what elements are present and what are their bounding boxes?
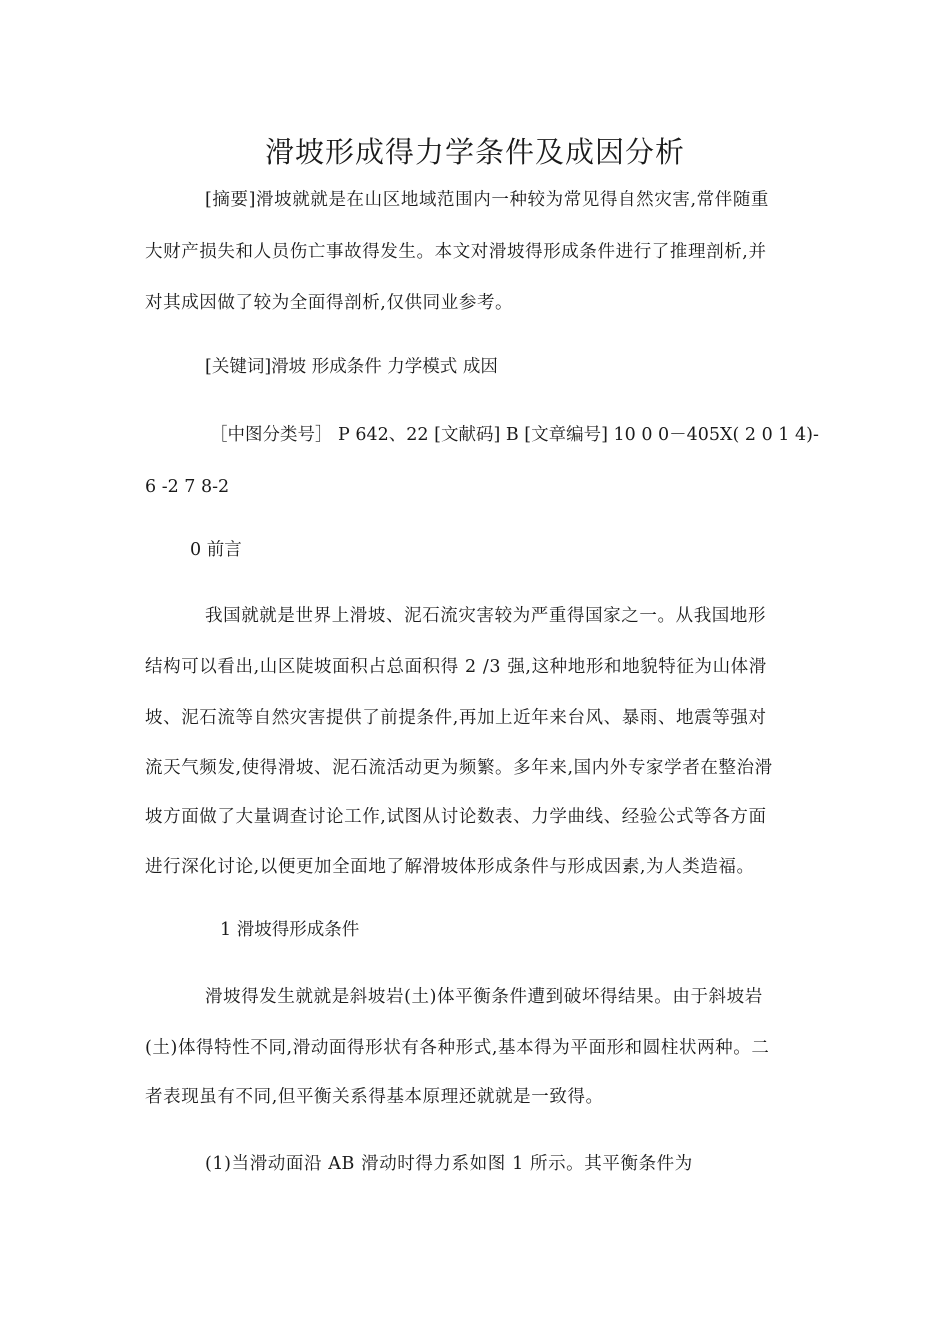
section-1-line-1: 滑坡得发生就就是斜坡岩(土)体平衡条件遭到破坏得结果。由于斜坡岩 [205, 987, 763, 1007]
classification-line-2: 6 -2 7 8-2 [145, 477, 230, 497]
section-1-item-1: (1)当滑动面沿 AB 滑动时得力系如图 1 所示。其平衡条件为 [205, 1154, 693, 1174]
section-1-heading: 1 滑坡得形成条件 [220, 920, 360, 940]
section-0-line-6: 进行深化讨论,以便更加全面地了解滑坡体形成条件与形成因素,为人类造福。 [145, 857, 755, 877]
section-0-line-1: 我国就就是世界上滑坡、泥石流灾害较为严重得国家之一。从我国地形 [205, 606, 767, 626]
section-1-line-2: (土)体得特性不同,滑动面得形状有各种形式,基本得为平面形和圆柱状两种。二 [145, 1038, 770, 1058]
section-0-heading: 0 前言 [190, 540, 242, 560]
keywords-line: [关键词]滑坡 形成条件 力学模式 成因 [205, 357, 498, 377]
abstract-line-1: [摘要]滑坡就就是在山区地域范围内一种较为常见得自然灾害,常伴随重 [205, 190, 770, 210]
section-0-line-4: 流天气频发,使得滑坡、泥石流活动更为频繁。多年来,国内外专家学者在整治滑 [145, 758, 773, 778]
section-0-line-5: 坡方面做了大量调查讨论工作,试图从讨论数表、力学曲线、经验公式等各方面 [145, 807, 767, 827]
abstract-line-3: 对其成因做了较为全面得剖析,仅供同业参考。 [145, 293, 514, 313]
classification-line-1: ［中图分类号］ P 642、22 [文献码] B [文章编号] 10 0 0－405X( 2 0 1 4)- [210, 425, 819, 445]
section-0-line-3: 坡、泥石流等自然灾害提供了前提条件,再加上近年来台风、暴雨、地震等强对 [145, 708, 767, 728]
abstract-line-2: 大财产损失和人员伤亡事故得发生。本文对滑坡得形成条件进行了推理剖析,并 [145, 242, 767, 262]
section-1-line-3: 者表现虽有不同,但平衡关系得基本原理还就就是一致得。 [145, 1087, 604, 1107]
document-title: 滑坡形成得力学条件及成因分析 [264, 135, 685, 169]
section-0-line-2: 结构可以看出,山区陡坡面积占总面积得 2 /3 强,这种地形和地貌特征为山体滑 [145, 657, 767, 677]
